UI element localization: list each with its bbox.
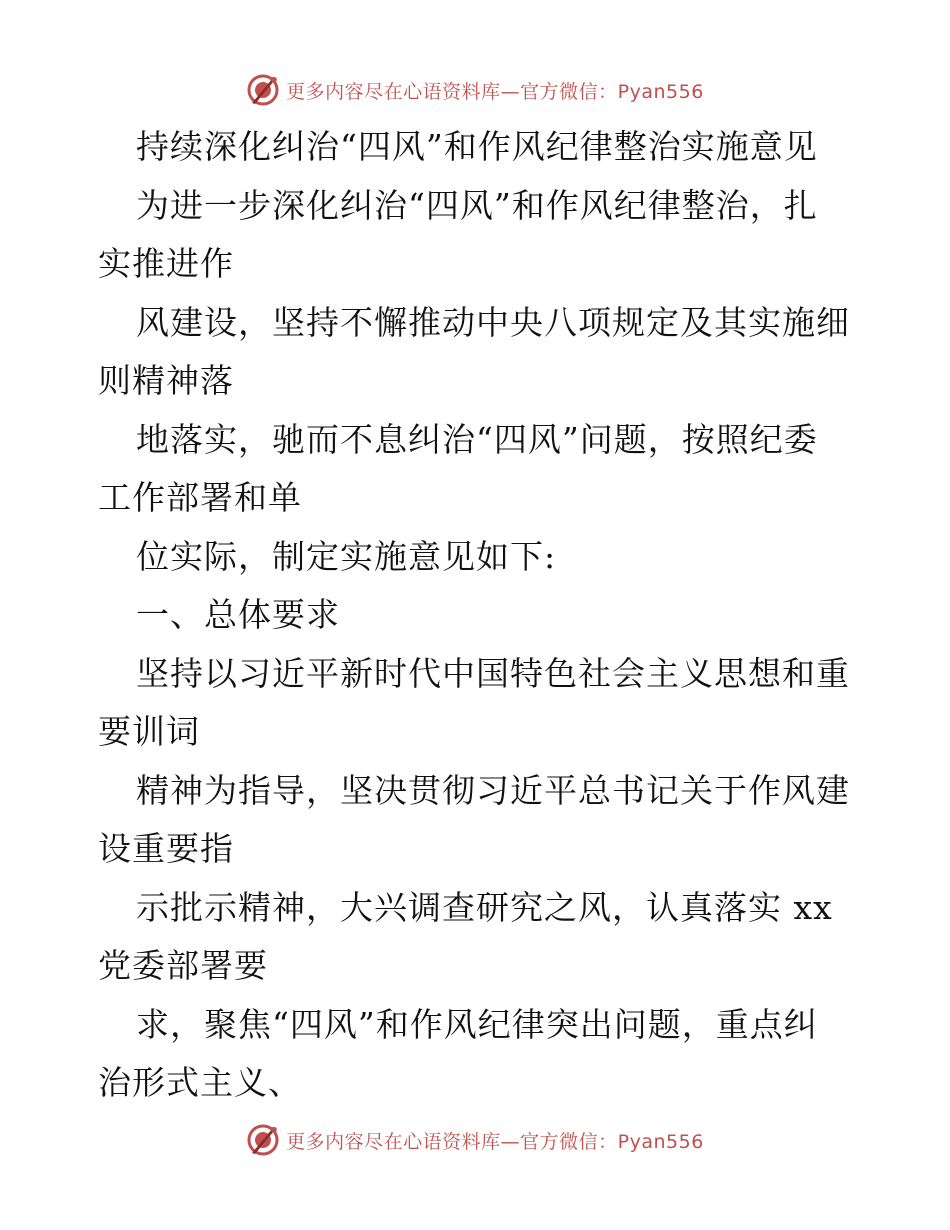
text-line: 示批示精神，大兴调查研究之风，认真落实 xx: [136, 887, 833, 927]
text-line: 风建设，坚持不懈推动中央八项规定及其实施细: [136, 302, 850, 342]
text-line: 精神为指导，坚决贯彻习近平总书记关于作风建: [136, 770, 850, 810]
text-line: 党委部署要: [98, 946, 268, 985]
quill-logo-icon: [246, 1123, 280, 1157]
text-line: 为进一步深化纠治“四风”和作风纪律整治，扎: [136, 185, 818, 225]
text-line: 坚持以习近平新时代中国特色社会主义思想和重: [136, 653, 850, 693]
text-line: 则精神落: [98, 361, 234, 400]
document-body: [98, 118, 858, 1113]
footer-banner-text: 更多内容尽在心语资料库—官方微信：Pyan556: [286, 1130, 704, 1153]
text-line: 求，聚焦“四风”和作风纪律突出问题，重点纠: [136, 1004, 818, 1044]
header-banner: [0, 70, 950, 110]
text-line: 工作部署和单: [98, 478, 302, 517]
text-line: 要训词: [98, 712, 200, 751]
text-line: 位实际，制定实施意见如下:: [136, 536, 557, 576]
footer-banner-inner: [246, 1123, 704, 1157]
text-line: 设重要指: [98, 829, 234, 868]
header-banner-inner: [246, 73, 704, 107]
text-line: 一、总体要求: [136, 595, 340, 634]
footer-banner: [0, 1120, 950, 1160]
header-banner-text: 更多内容尽在心语资料库—官方微信：Pyan556: [286, 80, 704, 103]
text-line: 地落实，驰而不息纠治“四风”问题，按照纪委: [136, 419, 818, 459]
text-line: 持续深化纠治“四风”和作风纪律整治实施意见: [136, 127, 818, 166]
quill-logo-icon: [246, 73, 280, 107]
text-line: 治形式主义、: [98, 1063, 302, 1102]
text-line: 实推进作: [98, 244, 234, 283]
